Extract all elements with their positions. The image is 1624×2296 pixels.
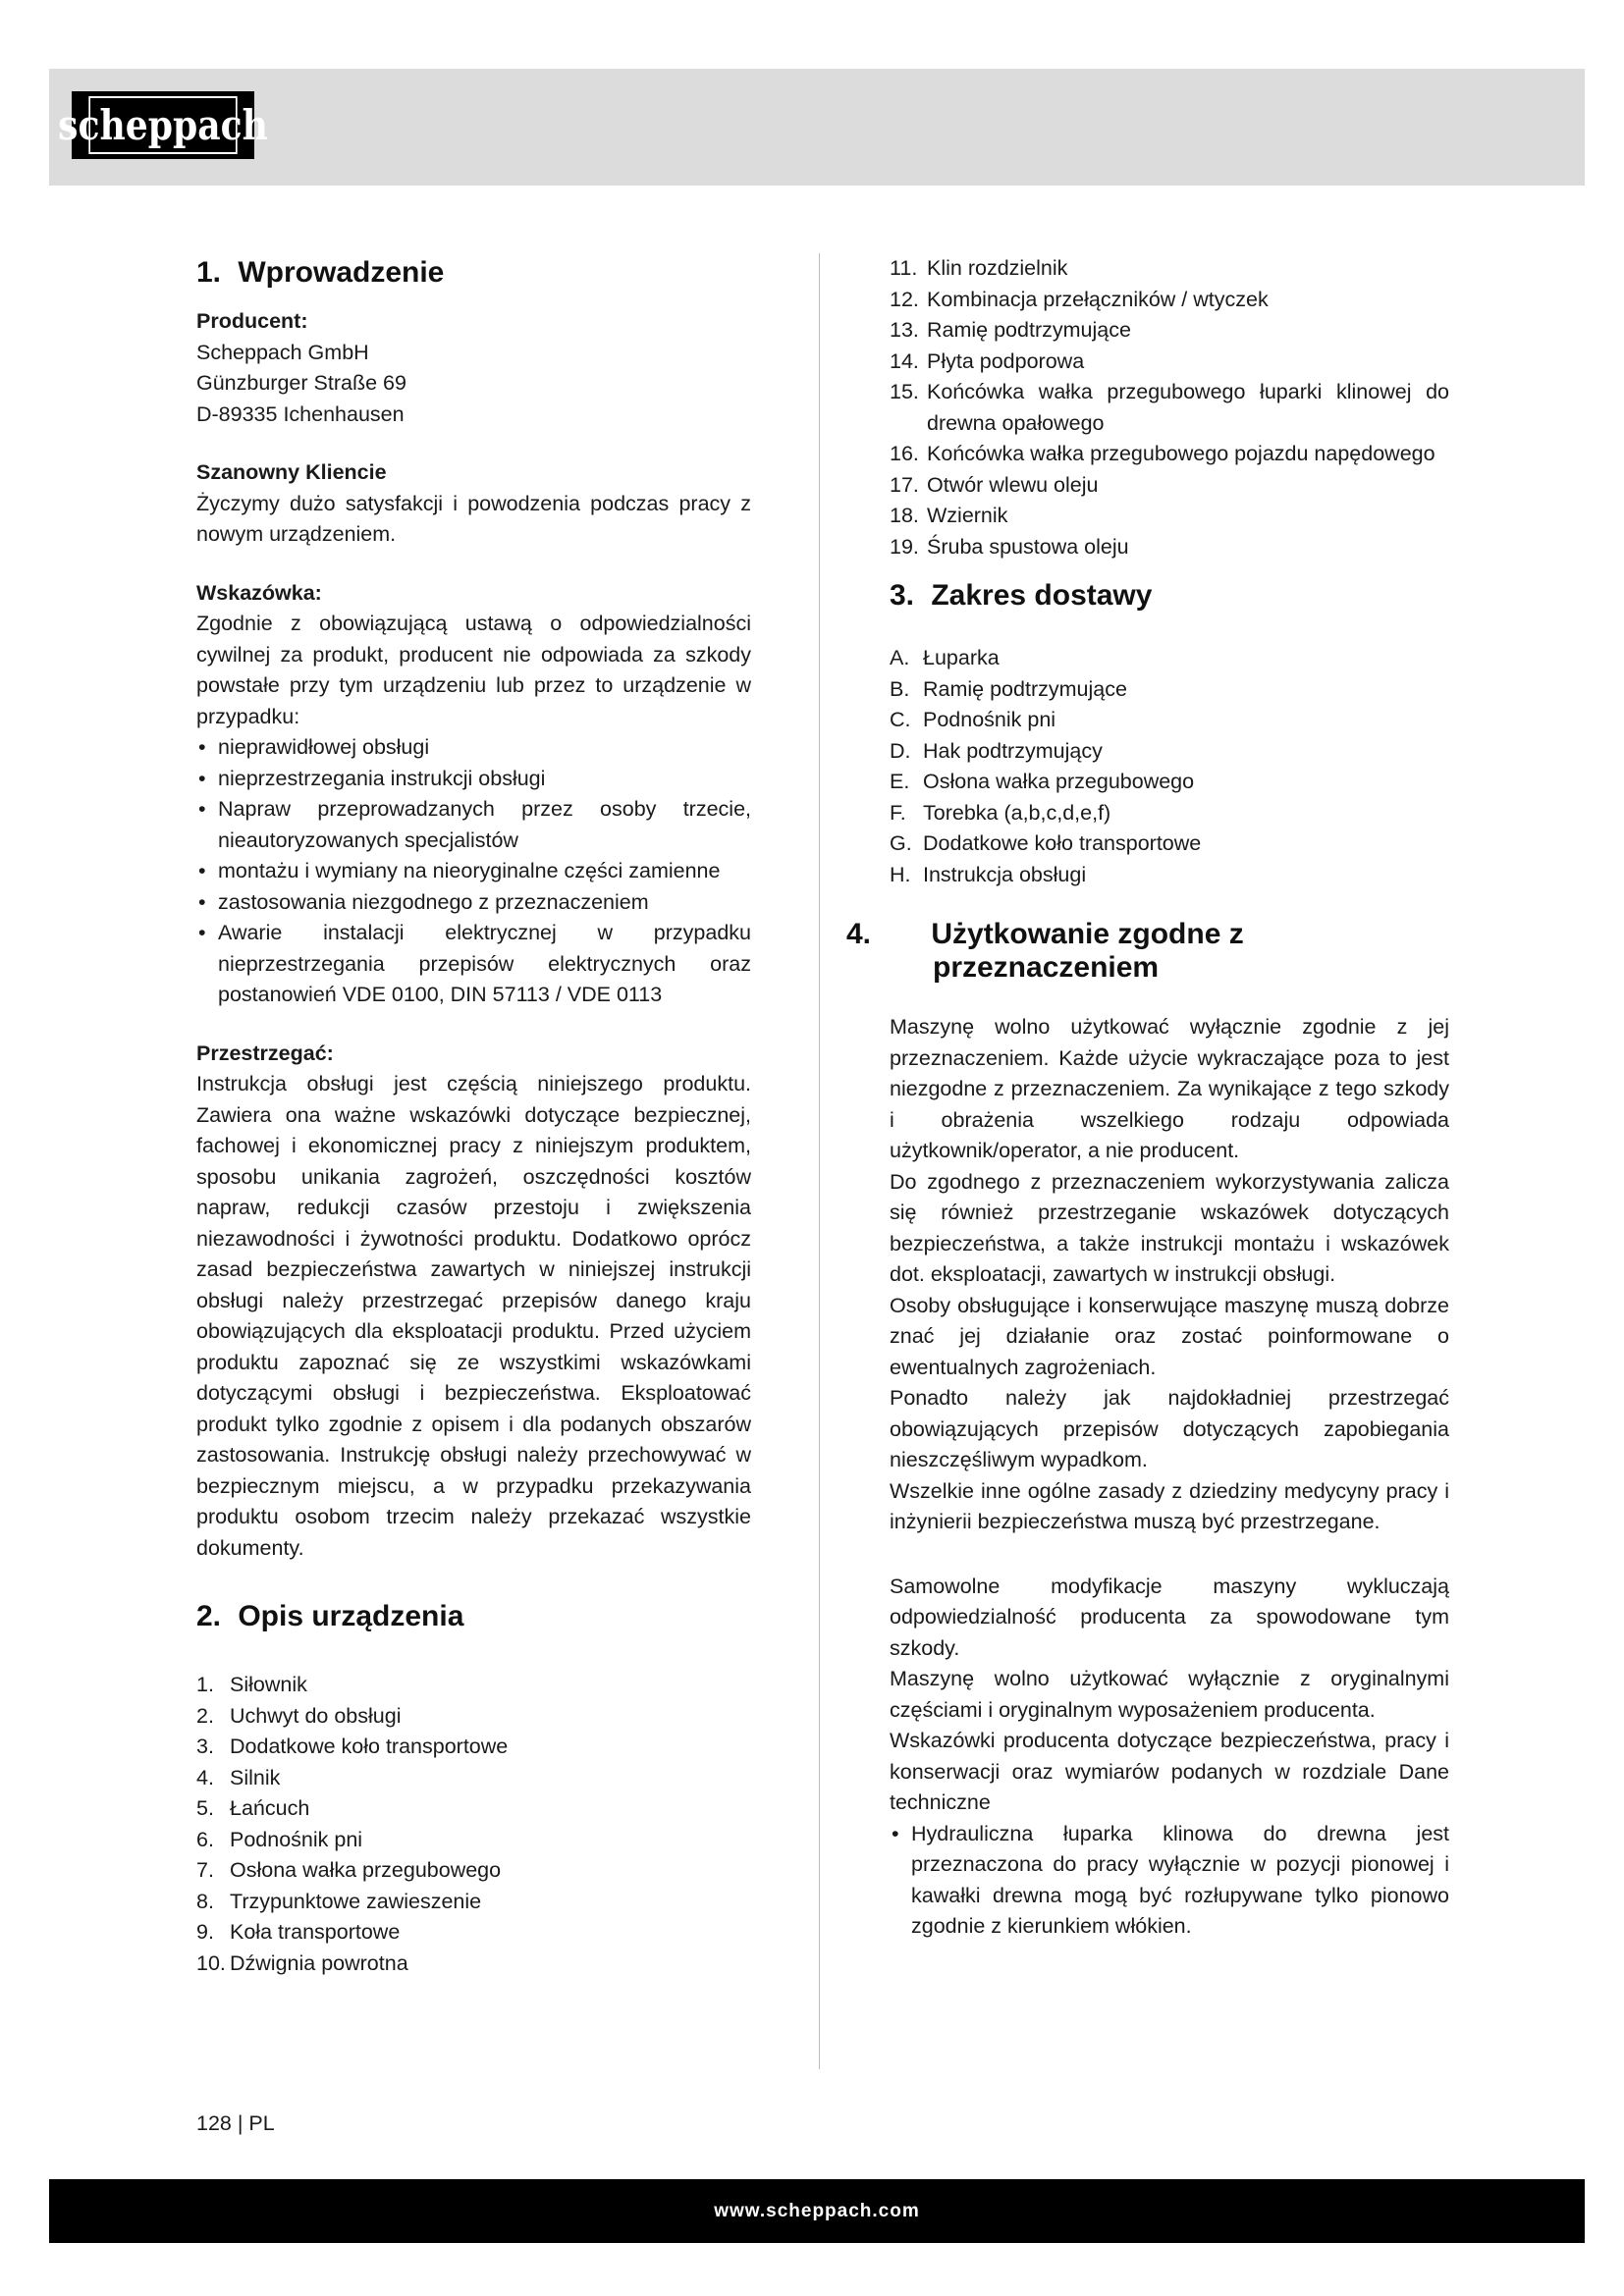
list-item: 14. Płyta podporowa [890,348,1085,373]
list-item: • Hydrauliczna łuparka klinowa do drewna jest przeznaczona do pracy wyłącznie w pozycji pionowej i kawałki drewna mogą być rozłupywane tylko pionowo zgodnie z kierunkiem włókien. [890,1819,1449,1943]
list-item: 11. Klin rozdzielnik [890,256,1068,280]
list-item: 12. Kombinacja przełączników / wtyczek [890,287,1269,311]
logo-text: scheppach [88,96,237,154]
scheppach-logo [58,91,268,159]
list-item: B. Ramię podtrzymujące [890,676,1127,701]
list-item: H. Instrukcja obsługi [890,862,1087,886]
list-item: G. Dodatkowe koło transportowe [890,831,1202,855]
list-item: 19. Śruba spustowa oleju [890,534,1129,559]
usage-paragraph: Maszynę wolno użytkować wyłącznie z oryginalnymi częściami i oryginalnym wyposażeniem producenta. [890,1667,1449,1722]
page-number: 128 | PL [196,2111,275,2135]
list-item: 17. Otwór wlewu oleju [890,472,1099,497]
list-item: 8. Trzypunktowe zawieszenie [196,1889,482,1913]
observe-text: Instrukcja obsługi jest częścią niniejszego produktu. Zawiera ona ważne wskazówki dotyczące bezpiecznej, fachowej i ekonomicznej pracy z niniejszym produktem, sposobu unikania zagrożeń, oszczędności kosztów napraw, redukcji czasów przestoju i zwiększenia niezawodności i żywotności produktu. Dodatkowo oprócz zasad bezpieczeństwa zawartych w niniejszej instrukcji obsługi należy przestrzegać przepisów danego kraju obowiązujących dla eksploatacji produktu. Przed użyciem produktu zapoznać się ze wszystkimi wskazówkami dotyczącymi obsługi i bezpieczeństwa. Eksploatować produkt tylko zgodnie z opisem i dla podanych obszarów zastosowania. Instrukcję obsługi należy przechowywać w bezpiecznym miejscu, a w przypadku przekazywania produktu osobom trzecim należy przekazać wszystkie dokumenty. [196,1072,751,1560]
header-band [49,69,1585,186]
right-column [846,253,1449,1943]
producer-line: Scheppach GmbH [196,340,369,364]
footer-url: www.scheppach.com [714,2200,920,2221]
producer-heading: Producent: [196,309,308,333]
note-text: Zgodnie z obowiązującą ustawą o odpowiedzialności cywilnej za produkt, producent nie odpowiada za szkody powstałe przy tym urządzeniu lub przez to urządzenie w przypadku: [196,612,751,728]
customer-heading: Szanowny Kliencie [196,460,387,484]
usage-paragraph: Ponadto należy jak najdokładniej przestrzegać obowiązujących przepisów dotyczących zapobiegania nieszczęśliwym wypadkom. [890,1386,1449,1471]
usage-paragraph: Wskazówki producenta dotyczące bezpieczeństwa, pracy i konserwacji oraz wymiarów podanych w rozdziale Dane techniczne [890,1729,1449,1814]
list-item: 2. Uchwyt do obsługi [196,1703,402,1728]
list-item: D. Hak podtrzymujący [890,738,1103,763]
producer-line: D-89335 Ichenhausen [196,401,405,426]
list-item: 6. Podnośnik pni [196,1827,363,1851]
delivery-scope-list [890,643,1449,890]
list-item: 9. Koła transportowe [196,1920,401,1944]
usage-paragraph: Wszelkie inne ogólne zasady z dziedziny medycyny pracy i inżynierii bezpieczeństwa muszą być przestrzegane. [890,1478,1449,1533]
observe-heading: Przestrzegać: [196,1041,334,1065]
left-column [196,253,751,1979]
list-item: A. Łuparka [890,646,1000,669]
list-item: C. Podnośnik pni [890,708,1056,731]
list-item: • nieprzestrzegania instrukcji obsługi [196,764,751,795]
footer-band [49,2179,1585,2243]
list-item: 16. Końcówka wałka przegubowego pojazdu napędowego [890,442,1435,465]
usage-paragraph: Osoby obsługujące i konserwujące maszynę muszą dobrze znać jej działanie oraz zostać poinformowane o ewentualnych zagrożeniach. [890,1293,1449,1379]
list-item: 1. Siłownik [196,1673,307,1696]
device-parts-list-continued [890,253,1449,562]
section-3-heading: 3. Zakres dostawy [890,579,1153,612]
usage-bullet-list [890,1819,1449,1943]
usage-paragraph: Do zgodnego z przeznaczeniem wykorzystywania zalicza się również przestrzeganie wskazówek dotyczących bezpieczeństwa, a także instrukcji montażu i wskazówek dot. eksploatacji, zawartych w instrukcji obsługi. [890,1169,1449,1286]
list-item: 13. Ramię podtrzymujące [890,318,1131,342]
list-item: 3. Dodatkowe koło transportowe [196,1735,509,1758]
section-1-heading: 1. Wprowadzenie [196,256,445,289]
device-parts-list [196,1670,751,1979]
list-item: E. Osłona wałka przegubowego [890,770,1195,793]
usage-paragraph: Maszynę wolno użytkować wyłącznie zgodnie z jej przeznaczeniem. Każde użycie wykraczające poza to jest niezgodne z przeznaczeniem. Za wynikające z tego szkody i obrażenia wszelkiego rodzaju odpowiada użytkownik/operator, a nie producent. [890,1015,1449,1162]
list-item: • zastosowania niezgodnego z przeznaczeniem [196,887,751,919]
list-item: • Awarie instalacji elektrycznej w przypadku nieprzestrzegania przepisów elektrycznych oraz postanowień VDE 0100, DIN 57113 / VDE 0113 [196,918,751,1011]
column-divider [819,253,820,2069]
list-item: 5. Łańcuch [196,1796,310,1820]
producer-line: Günzburger Straße 69 [196,371,406,395]
list-item: 10. Dźwignia powrotna [196,1950,408,1975]
list-item: 4. Silnik [196,1765,281,1789]
list-item: 18. Wziernik [890,504,1008,527]
list-item: 7. Osłona wałka przegubowego [196,1858,502,1882]
note-heading: Wskazówka: [196,580,322,605]
list-item: 15. Końcówka wałka przegubowego łuparki klinowej do drewna opałowego [890,380,1449,435]
list-item: • nieprawidłowej obsługi [196,732,751,764]
list-item: • Napraw przeprowadzanych przez osoby trzecie, nieautoryzowanych specjalistów [196,794,751,856]
usage-paragraph: Samowolne modyfikacje maszyny wykluczają odpowiedzialność producenta za spowodowane tym szkody. [890,1574,1449,1660]
note-bullet-list [196,732,751,1011]
list-item: • montażu i wymiany na nieoryginalne części zamienne [196,856,751,887]
section-4-heading: 4. Użytkowanie zgodne z przeznaczeniem [846,918,1244,984]
section-2-heading: 2. Opis urządzenia [196,1600,464,1632]
customer-text: Życzymy dużo satysfakcji i powodzenia podczas pracy z nowym urządzeniem. [196,491,751,546]
list-item: F. Torebka (a,b,c,d,e,f) [890,800,1111,825]
